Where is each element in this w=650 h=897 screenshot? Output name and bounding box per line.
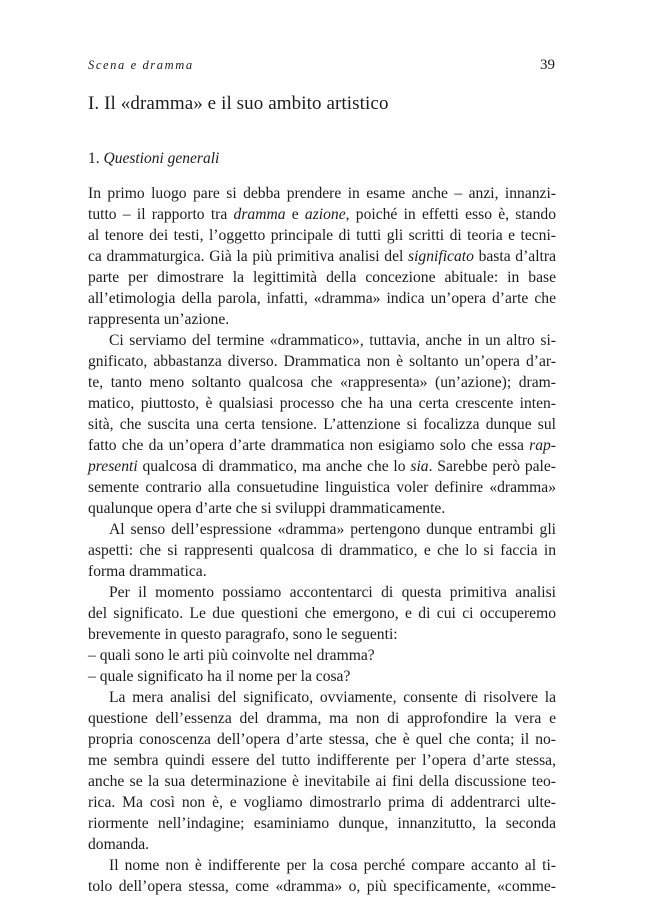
body-text bbox=[88, 183, 556, 897]
text-line: Al senso dell’espressione «dramma» pertengono dunque entrambi gli bbox=[109, 521, 556, 538]
emphasis: azione bbox=[304, 206, 346, 223]
text-line: sità, che suscita una certa tensione. L’attenzione si focalizza dunque sul bbox=[88, 416, 556, 433]
emphasis: presenti bbox=[88, 458, 138, 475]
text-line: al tenore dei testi, l’oggetto principale di tutti gli scritti di teoria e tecni- bbox=[88, 227, 556, 244]
text-line: del significato. Le due questioni che emergono, e di cui ci occuperemo bbox=[88, 605, 556, 622]
text-line: anche se la sua determinazione è inevitabile ai fini della discussione teo- bbox=[88, 773, 556, 790]
text-line: gnificato, abbastanza diverso. Drammatica non è soltanto un’opera d’ar- bbox=[88, 353, 556, 370]
section-number: 1. bbox=[88, 150, 100, 167]
text-line: fatto che da un’opera d’arte drammatica non esigiamo solo che essa rap- bbox=[88, 437, 556, 454]
text-line: matico, piuttosto, è qualsiasi processo che ha una certa crescente inten- bbox=[88, 395, 556, 412]
text-line: In primo luogo pare si debba prendere in esame anche – anzi, innanzi- bbox=[88, 185, 556, 202]
list-item: – quale significato ha il nome per la cosa? bbox=[88, 668, 351, 685]
text-line: ca drammaturgica. Già la più primitiva analisi del significato basta d’altra bbox=[88, 248, 556, 265]
text-line: brevemente in questo paragrafo, sono le seguenti: bbox=[88, 626, 398, 643]
text-line: La mera analisi del significato, ovviamente, consente di risolvere la bbox=[109, 689, 556, 706]
text-line: questione dell’essenza del dramma, ma non di approfondire la vera e bbox=[88, 710, 556, 727]
text-line: tolo dell’opera stessa, come «dramma» o, più specificamente, «comme- bbox=[88, 878, 556, 895]
chapter-title: I. Il «dramma» e il suo ambito artistico bbox=[88, 93, 389, 114]
text-line: forma drammatica. bbox=[88, 563, 207, 580]
text-line: Ci serviamo del termine «drammatico», tuttavia, anche in un altro si- bbox=[109, 332, 556, 349]
text-line: propria conoscenza dell’opera d’arte stessa, che è quel che conta; il no- bbox=[88, 731, 556, 748]
emphasis: rap- bbox=[529, 437, 556, 454]
section-title-text: Questioni generali bbox=[103, 150, 220, 167]
section-title bbox=[88, 150, 219, 168]
text-line: rica. Ma così non è, e vogliamo dimostrarlo prima di addentrarci ulte- bbox=[88, 794, 556, 811]
running-head: Scena e dramma bbox=[88, 58, 194, 72]
text-line: qualunque opera d’arte che si sviluppi drammaticamente. bbox=[88, 500, 446, 517]
page-number: 39 bbox=[540, 57, 555, 73]
emphasis: sia bbox=[410, 458, 429, 475]
emphasis: significato bbox=[408, 248, 474, 265]
text-line: riormente nell’indagine; esaminiamo dunque, innanzitutto, la seconda bbox=[88, 815, 556, 832]
text-line: me sembra quindi essere del tutto indifferente per l’opera d’arte stessa, bbox=[88, 752, 556, 769]
text-line: tutto – il rapporto tra dramma e azione, poiché in effetti esso è, stando bbox=[88, 206, 556, 223]
text-line: aspetti: che si rappresenti qualcosa di drammatico, e che lo si faccia in bbox=[88, 542, 556, 559]
text-line: presenti qualcosa di drammatico, ma anche che lo sia. Sarebbe però pale- bbox=[88, 458, 556, 475]
text-line: Per il momento possiamo accontentarci di questa primitiva analisi bbox=[109, 584, 556, 601]
emphasis: dramma bbox=[233, 206, 286, 223]
text-line: parte per dimostrare la legittimità della concezione abituale: in base bbox=[88, 269, 556, 286]
text-line: rappresenta un’azione. bbox=[88, 311, 230, 328]
text-line: te, tanto meno soltanto qualcosa che «rappresenta» (un’azione); dram- bbox=[88, 374, 556, 391]
text-line: semente contrario alla consuetudine linguistica voler definire «dramma» bbox=[88, 479, 556, 496]
text-line: domanda. bbox=[88, 836, 150, 853]
text-line: all’etimologia della parola, infatti, «dramma» indica un’opera d’arte che bbox=[88, 290, 556, 307]
text-line: Il nome non è indifferente per la cosa perché compare accanto al ti- bbox=[109, 857, 556, 874]
list-item: – quali sono le arti più coinvolte nel dramma? bbox=[88, 647, 375, 664]
